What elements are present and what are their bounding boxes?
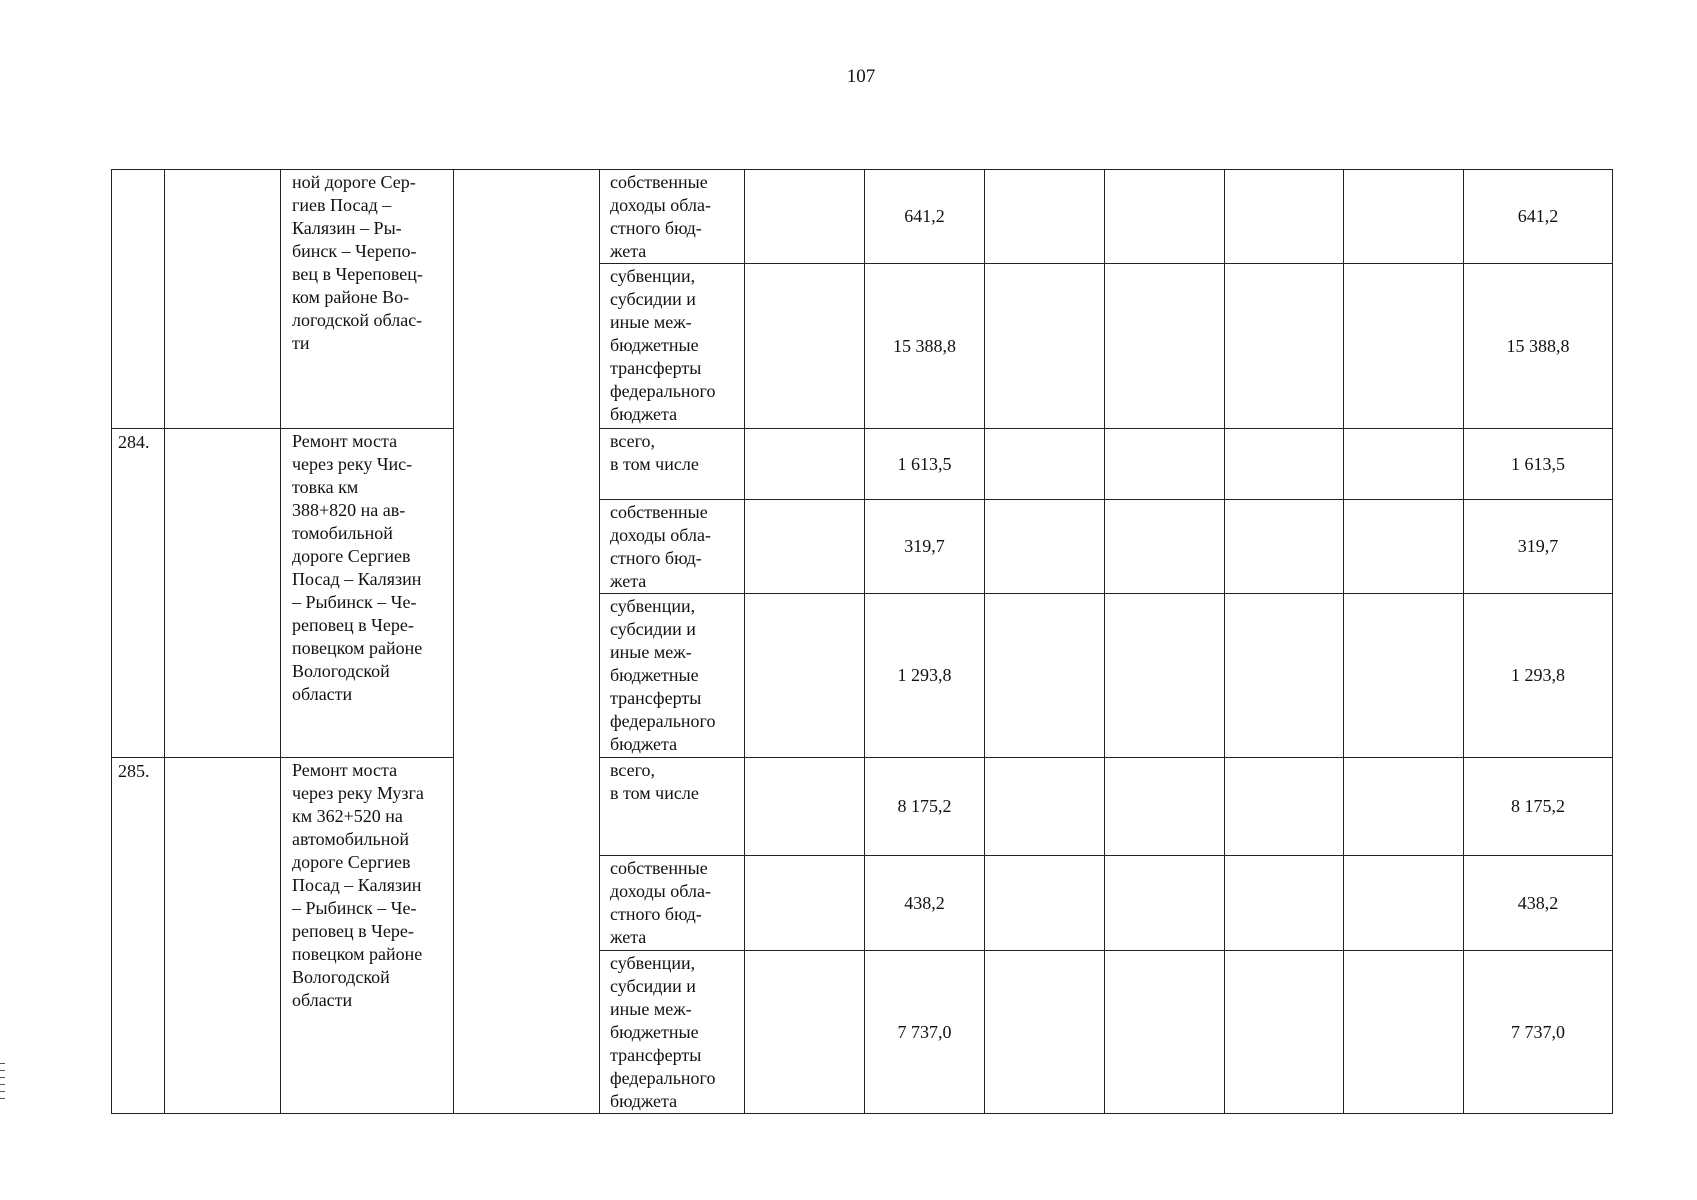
value-cell: 438,2 [865, 856, 985, 951]
code-cell [165, 170, 281, 429]
item-number-cell: 285. [112, 758, 165, 1114]
funding-source-label: собственные доходы обла- стного бюд- жета [610, 858, 711, 947]
empty-cell [985, 500, 1105, 594]
empty-cell [1225, 170, 1344, 264]
item-name: Ремонт моста через реку Чис- товка км 388+820 на ав- томобильной дороге Сергиев Посад – Калязин – Рыбинск – Че- реповец в Чере- повецком районе Вологодской области [292, 431, 423, 704]
item-number-cell: 284. [112, 429, 165, 758]
empty-cell [985, 594, 1105, 758]
page-number: 107 [846, 66, 876, 87]
empty-cell [745, 429, 865, 500]
value-cell: 1 613,5 [865, 429, 985, 500]
empty-cell [745, 758, 865, 856]
funding-source-cell [600, 264, 745, 429]
funding-source-label: субвенции, субсидии и иные меж- бюджетные трансферты федерального бюджета [610, 266, 716, 424]
code-cell [165, 429, 281, 758]
empty-cell [1105, 170, 1225, 264]
empty-cell [985, 951, 1105, 1114]
total-cell: 15 388,8 [1464, 264, 1613, 429]
empty-cell [745, 856, 865, 951]
empty-cell [1105, 856, 1225, 951]
empty-cell [1225, 856, 1344, 951]
empty-cell [1344, 170, 1464, 264]
empty-cell [1344, 594, 1464, 758]
empty-cell [1344, 264, 1464, 429]
empty-cell [1105, 264, 1225, 429]
responsible-cell [454, 170, 600, 1114]
total-cell: 1 293,8 [1464, 594, 1613, 758]
empty-cell [1105, 758, 1225, 856]
empty-cell [1225, 594, 1344, 758]
item-name-cell [281, 429, 454, 758]
table-row [112, 758, 1613, 856]
empty-cell [985, 856, 1105, 951]
value-cell: 1 293,8 [865, 594, 985, 758]
empty-cell [1344, 951, 1464, 1114]
empty-cell [745, 594, 865, 758]
total-cell: 7 737,0 [1464, 951, 1613, 1114]
value-cell: 8 175,2 [865, 758, 985, 856]
item-name-cell [281, 758, 454, 1114]
empty-cell [745, 264, 865, 429]
total-cell: 319,7 [1464, 500, 1613, 594]
empty-cell [1105, 429, 1225, 500]
funding-source-cell [600, 758, 745, 856]
empty-cell [745, 500, 865, 594]
empty-cell [745, 951, 865, 1114]
binding-edge-marks [0, 1063, 5, 1101]
empty-cell [1105, 594, 1225, 758]
funding-source-cell [600, 594, 745, 758]
empty-cell [1225, 500, 1344, 594]
funding-source-label: субвенции, субсидии и иные меж- бюджетные трансферты федерального бюджета [610, 953, 716, 1111]
empty-cell [1344, 500, 1464, 594]
total-cell: 641,2 [1464, 170, 1613, 264]
empty-cell [1225, 758, 1344, 856]
total-cell: 438,2 [1464, 856, 1613, 951]
total-cell: 1 613,5 [1464, 429, 1613, 500]
empty-cell [1105, 951, 1225, 1114]
total-cell: 8 175,2 [1464, 758, 1613, 856]
funding-source-cell [600, 500, 745, 594]
empty-cell [985, 170, 1105, 264]
empty-cell [985, 264, 1105, 429]
empty-cell [1344, 856, 1464, 951]
funding-source-label: субвенции, субсидии и иные меж- бюджетные трансферты федерального бюджета [610, 596, 716, 754]
funding-source-cell [600, 951, 745, 1114]
funding-source-label: собственные доходы обла- стного бюд- жета [610, 502, 711, 591]
funding-source-cell [600, 429, 745, 500]
table-row [112, 170, 1613, 264]
table-row [112, 429, 1613, 500]
empty-cell [1225, 429, 1344, 500]
item-name-cell [281, 170, 454, 429]
value-cell: 15 388,8 [865, 264, 985, 429]
empty-cell [1105, 500, 1225, 594]
code-cell [165, 758, 281, 1114]
empty-cell [1225, 264, 1344, 429]
empty-cell [985, 758, 1105, 856]
value-cell: 319,7 [865, 500, 985, 594]
funding-source-cell [600, 856, 745, 951]
funding-source-label: всего, в том числе [610, 431, 699, 474]
funding-source-label: собственные доходы обла- стного бюд- жета [610, 172, 711, 261]
empty-cell [1344, 758, 1464, 856]
empty-cell [1344, 429, 1464, 500]
funding-source-label: всего, в том числе [610, 760, 699, 803]
budget-table [111, 169, 1613, 1114]
empty-cell [1225, 951, 1344, 1114]
empty-cell [985, 429, 1105, 500]
funding-source-cell [600, 170, 745, 264]
item-name: Ремонт моста через реку Музга км 362+520 на автомобильной дороге Сергиев Посад – Калязин – Рыбинск – Че- реповец в Чере- повецком районе Вологодской области [292, 760, 424, 1010]
value-cell: 7 737,0 [865, 951, 985, 1114]
item-name: ной дороге Сер- гиев Посад – Калязин – Ры- бинск – Черепо- вец в Череповец- ком районе Во- логодской облас- ти [292, 172, 423, 353]
item-number-cell [112, 170, 165, 429]
empty-cell [745, 170, 865, 264]
value-cell: 641,2 [865, 170, 985, 264]
